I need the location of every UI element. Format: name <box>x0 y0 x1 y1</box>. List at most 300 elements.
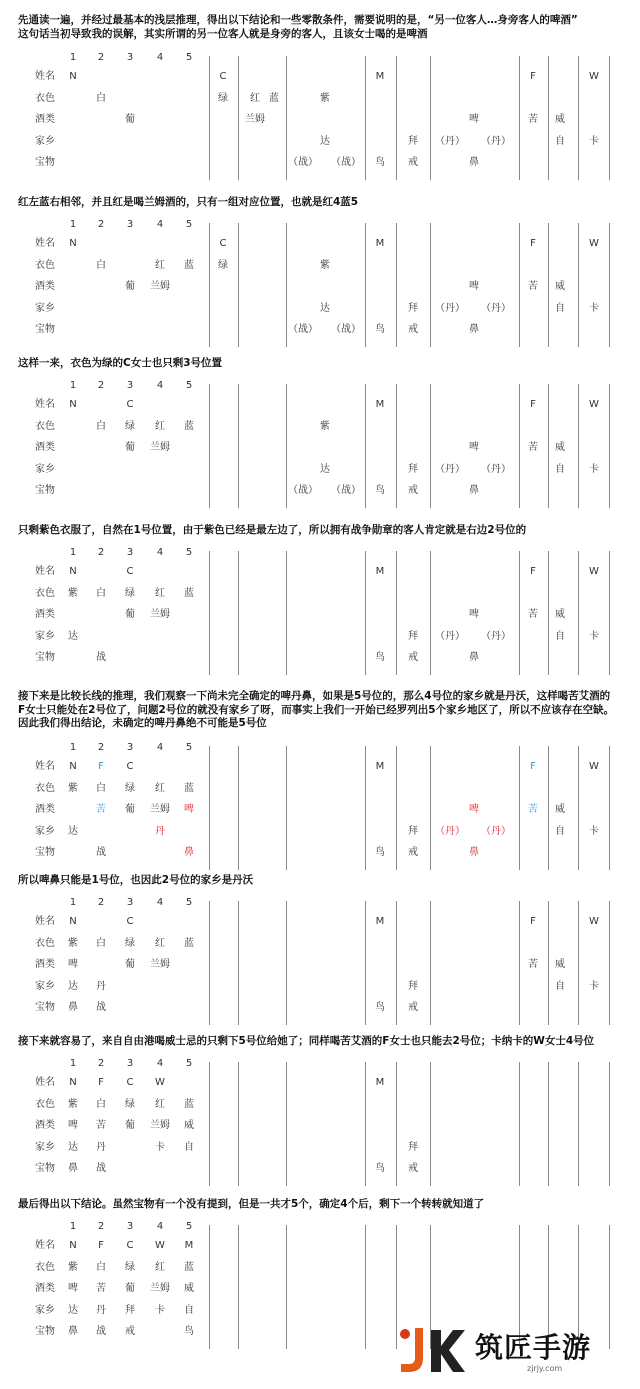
clue-fragment: （丹） <box>481 825 511 837</box>
grid-divider <box>548 384 549 508</box>
clue-fragment: （战） <box>331 324 361 335</box>
clue-fragment: （战） <box>331 485 361 496</box>
grid-cell: 蓝 <box>184 420 194 432</box>
clue-fragment: 鼻 <box>469 847 479 858</box>
clue-fragment: 啤 <box>469 609 479 620</box>
clue-fragment: 威 <box>555 609 565 620</box>
row-label: 姓名 <box>35 1240 55 1251</box>
row-label: 姓名 <box>35 238 55 249</box>
grid-divider <box>238 223 239 347</box>
grid-divider <box>286 223 287 347</box>
position-number: 2 <box>97 1221 105 1232</box>
row-label: 酒类 <box>35 609 55 620</box>
position-number: 3 <box>126 547 134 558</box>
clue-fragment: M <box>375 761 385 772</box>
grid-divider <box>609 746 610 870</box>
position-number: 4 <box>156 897 164 908</box>
step-note: 最后得出以下结论。虽然宝物有一个没有提到，但是一共才5个，确定4个后，剩下一个转转就知道了 <box>18 1198 485 1210</box>
clue-fragment: F <box>530 71 536 82</box>
grid-cell: F <box>98 1240 104 1251</box>
grid-cell: 绿 <box>125 1098 135 1110</box>
position-number: 3 <box>126 1058 134 1069</box>
clue-fragment: 啤 <box>469 114 479 125</box>
grid-cell: 苦 <box>96 1120 106 1131</box>
grid-divider <box>396 223 397 347</box>
grid-cell: 苦 <box>96 804 106 815</box>
clue-fragment: 苦 <box>528 804 538 815</box>
clue-fragment: （丹） <box>481 463 511 475</box>
position-number: 1 <box>69 380 77 391</box>
grid-cell: 葡 <box>125 804 135 815</box>
position-number: 5 <box>185 897 193 908</box>
clue-fragment: 戒 <box>408 157 418 168</box>
grid-cell: 紫 <box>68 937 78 949</box>
position-number: 1 <box>69 52 77 63</box>
clue-fragment: M <box>375 566 385 577</box>
clue-fragment: （丹） <box>435 302 465 314</box>
grid-divider <box>286 1225 287 1349</box>
grid-cell: C <box>126 916 134 927</box>
grid-cell: 战 <box>96 1163 106 1174</box>
clue-fragment: F <box>530 399 536 410</box>
grid-cell: N <box>69 238 77 249</box>
clue-fragment: 拜 <box>408 135 418 147</box>
row-label: 家乡 <box>35 980 55 992</box>
step-note: 只剩紫色衣服了，自然在1号位置，由于紫色已经是最左边了，所以拥有战争勋章的客人肯定就是右边2号位的 <box>18 524 527 536</box>
grid-cell: 鼻 <box>68 1002 78 1013</box>
clue-fragment: 自 <box>555 135 565 147</box>
grid-cell: 蓝 <box>184 259 194 271</box>
clue-fragment: 戒 <box>408 1002 418 1013</box>
position-number: 1 <box>69 897 77 908</box>
clue-fragment: 卡 <box>589 463 599 475</box>
grid-divider <box>238 746 239 870</box>
grid-cell: 达 <box>68 630 78 642</box>
position-number: 2 <box>97 1058 105 1069</box>
grid-cell: 绿 <box>125 782 135 794</box>
clue-fragment: 鼻 <box>469 324 479 335</box>
clue-fragment: 红 <box>250 92 260 104</box>
clue-fragment: 威 <box>555 959 565 970</box>
grid-divider <box>238 56 239 180</box>
grid-divider <box>578 901 579 1025</box>
clue-fragment: M <box>375 1077 385 1088</box>
clue-fragment: 鼻 <box>469 652 479 663</box>
grid-cell: C <box>126 1077 134 1088</box>
grid-cell: 兰姆 <box>150 804 170 815</box>
grid-divider <box>609 1062 610 1186</box>
clue-fragment: F <box>530 238 536 249</box>
grid-cell: 葡 <box>125 1120 135 1131</box>
clue-fragment: 紫 <box>320 420 330 432</box>
clue-fragment: （丹） <box>435 463 465 475</box>
grid-divider <box>430 223 431 347</box>
grid-divider <box>365 551 366 675</box>
grid-cell: 葡 <box>125 1283 135 1294</box>
grid-cell: W <box>155 1077 165 1088</box>
clue-fragment: 啤 <box>469 281 479 292</box>
grid-cell: 鼻 <box>68 1326 78 1337</box>
grid-cell: 战 <box>96 847 106 858</box>
grid-cell: 苦 <box>96 1283 106 1294</box>
clue-fragment: 拜 <box>408 980 418 992</box>
grid-cell: 啤 <box>68 1120 78 1131</box>
grid-divider <box>238 901 239 1025</box>
grid-cell: 兰姆 <box>150 959 170 970</box>
step-note: 接下来是比较长线的推理，我们观察一下尚未完全确定的啤丹鼻，如果是5号位的，那么4号位的家乡就是丹沃，这样喝苦艾酒的 F女士只能处在2号位了，问题2号位的就没有家乡了呀，而事实上我们一开始已经罗列出5个家乡地区了，所以不应该存在空缺。 因此我们得出结论，未确定的啤丹鼻绝不可能是5号位 <box>18 690 615 729</box>
grid-divider <box>578 746 579 870</box>
grid-divider <box>430 746 431 870</box>
grid-cell: 兰姆 <box>150 609 170 620</box>
grid-cell: 白 <box>96 92 106 104</box>
row-label: 酒类 <box>35 1120 55 1131</box>
grid-cell: 鼻 <box>184 847 194 858</box>
clue-fragment: 达 <box>320 135 330 147</box>
watermark-url: zjrjy.com <box>527 1364 563 1373</box>
row-label: 姓名 <box>35 399 55 410</box>
grid-divider <box>286 56 287 180</box>
grid-divider <box>238 1062 239 1186</box>
clue-fragment: W <box>589 71 599 82</box>
grid-divider <box>578 1062 579 1186</box>
clue-fragment: 苦 <box>528 281 538 292</box>
clue-fragment: 拜 <box>408 825 418 837</box>
position-number: 4 <box>156 1221 164 1232</box>
grid-divider <box>286 901 287 1025</box>
row-label: 衣色 <box>35 587 55 599</box>
grid-divider <box>609 384 610 508</box>
grid-cell: N <box>69 566 77 577</box>
grid-cell: 戒 <box>125 1326 135 1337</box>
grid-cell: 绿 <box>125 587 135 599</box>
clue-fragment: 鸟 <box>375 1163 385 1174</box>
grid-cell: C <box>126 1240 134 1251</box>
grid-divider <box>286 384 287 508</box>
grid-divider <box>548 551 549 675</box>
grid-cell: 红 <box>155 782 165 794</box>
grid-cell: 紫 <box>68 587 78 599</box>
row-label: 家乡 <box>35 302 55 314</box>
grid-divider <box>519 56 520 180</box>
row-label: 酒类 <box>35 959 55 970</box>
clue-fragment: 戒 <box>408 324 418 335</box>
position-number: 1 <box>69 1058 77 1069</box>
grid-divider <box>396 1062 397 1186</box>
row-label: 姓名 <box>35 761 55 772</box>
grid-divider <box>238 1225 239 1349</box>
clue-fragment: 威 <box>555 114 565 125</box>
row-label: 衣色 <box>35 937 55 949</box>
grid-cell: 鼻 <box>68 1163 78 1174</box>
clue-fragment: W <box>589 399 599 410</box>
grid-divider <box>548 223 549 347</box>
grid-cell: 卡 <box>155 1141 165 1153</box>
grid-cell: 卡 <box>155 1304 165 1316</box>
row-label: 姓名 <box>35 1077 55 1088</box>
position-number: 4 <box>156 547 164 558</box>
clue-fragment: 啤 <box>469 442 479 453</box>
grid-cell: N <box>69 761 77 772</box>
row-label: 酒类 <box>35 804 55 815</box>
clue-grid <box>0 897 640 1025</box>
grid-divider <box>519 551 520 675</box>
clue-fragment: 鸟 <box>375 847 385 858</box>
grid-divider <box>430 384 431 508</box>
position-number: 2 <box>97 52 105 63</box>
grid-divider <box>548 746 549 870</box>
grid-divider <box>286 746 287 870</box>
grid-cell: 达 <box>68 1304 78 1316</box>
row-label: 宝物 <box>35 847 55 858</box>
grid-cell: 红 <box>155 1098 165 1110</box>
position-number: 5 <box>185 1058 193 1069</box>
row-label: 宝物 <box>35 1326 55 1337</box>
grid-cell: 白 <box>96 1261 106 1273</box>
step-note: 先通读一遍，并经过最基本的浅层推理，得出以下结论和一些零散条件，需要说明的是，“另一位客人…身旁客人的啤酒” 这句话当初导致我的误解，其实所谓的另一位客人就是身旁的客人，且该女士喝的是啤酒 <box>18 14 578 40</box>
grid-divider <box>209 901 210 1025</box>
grid-divider <box>209 223 210 347</box>
position-number: 2 <box>97 742 105 753</box>
position-number: 1 <box>69 547 77 558</box>
row-label: 姓名 <box>35 566 55 577</box>
grid-cell: 威 <box>184 1283 194 1294</box>
clue-fragment: 威 <box>555 442 565 453</box>
row-label: 衣色 <box>35 92 55 104</box>
position-number: 2 <box>97 897 105 908</box>
clue-fragment: （丹） <box>481 135 511 147</box>
clue-fragment: 戒 <box>408 1163 418 1174</box>
clue-fragment: 苦 <box>528 609 538 620</box>
grid-divider <box>365 1225 366 1349</box>
clue-fragment: 拜 <box>408 302 418 314</box>
grid-divider <box>209 1225 210 1349</box>
clue-fragment: 紫 <box>320 92 330 104</box>
clue-fragment: 苦 <box>528 114 538 125</box>
row-label: 家乡 <box>35 1304 55 1316</box>
clue-fragment: 威 <box>555 804 565 815</box>
clue-fragment: F <box>530 761 536 772</box>
clue-fragment: 苦 <box>528 442 538 453</box>
clue-fragment: 卡 <box>589 825 599 837</box>
grid-cell: 丹 <box>96 1304 106 1316</box>
row-label: 酒类 <box>35 442 55 453</box>
grid-divider <box>286 551 287 675</box>
grid-divider <box>609 551 610 675</box>
grid-cell: 丹 <box>155 825 165 837</box>
grid-cell: M <box>184 1240 194 1251</box>
grid-cell: 蓝 <box>184 1261 194 1273</box>
grid-cell: 兰姆 <box>150 442 170 453</box>
clue-fragment: （战） <box>288 324 318 335</box>
clue-fragment: 威 <box>555 281 565 292</box>
grid-cell: 蓝 <box>184 1098 194 1110</box>
grid-divider <box>365 901 366 1025</box>
grid-cell: 红 <box>155 259 165 271</box>
clue-fragment: M <box>375 71 385 82</box>
row-label: 宝物 <box>35 1163 55 1174</box>
clue-fragment: 紫 <box>320 259 330 271</box>
clue-fragment: 鼻 <box>469 157 479 168</box>
grid-cell: 白 <box>96 1098 106 1110</box>
clue-fragment: 拜 <box>408 463 418 475</box>
position-number: 5 <box>185 52 193 63</box>
clue-fragment: （丹） <box>435 135 465 147</box>
position-number: 5 <box>185 742 193 753</box>
clue-fragment: 戒 <box>408 847 418 858</box>
grid-cell: 兰姆 <box>150 281 170 292</box>
clue-fragment: 自 <box>555 825 565 837</box>
position-number: 5 <box>185 219 193 230</box>
clue-fragment: （丹） <box>481 302 511 314</box>
grid-cell: 葡 <box>125 959 135 970</box>
clue-fragment: 兰姆 <box>245 114 265 125</box>
grid-divider <box>209 551 210 675</box>
grid-cell: 葡 <box>125 442 135 453</box>
grid-cell: 绿 <box>125 937 135 949</box>
grid-cell: 白 <box>96 937 106 949</box>
row-label: 家乡 <box>35 630 55 642</box>
grid-divider <box>396 901 397 1025</box>
clue-fragment: （丹） <box>435 825 465 837</box>
grid-cell: N <box>69 916 77 927</box>
clue-fragment: C <box>219 238 227 249</box>
row-label: 酒类 <box>35 114 55 125</box>
row-label: 宝物 <box>35 324 55 335</box>
grid-divider <box>609 56 610 180</box>
clue-fragment: 卡 <box>589 630 599 642</box>
grid-divider <box>430 1062 431 1186</box>
clue-fragment: 绿 <box>218 92 228 104</box>
grid-divider <box>286 1062 287 1186</box>
grid-divider <box>578 56 579 180</box>
position-number: 2 <box>97 219 105 230</box>
grid-cell: 战 <box>96 1002 106 1013</box>
row-label: 衣色 <box>35 782 55 794</box>
grid-cell: 蓝 <box>184 587 194 599</box>
grid-cell: 战 <box>96 1326 106 1337</box>
position-number: 3 <box>126 897 134 908</box>
row-label: 姓名 <box>35 71 55 82</box>
clue-fragment: W <box>589 761 599 772</box>
grid-cell: 威 <box>184 1120 194 1131</box>
clue-fragment: （战） <box>288 157 318 168</box>
grid-divider <box>519 384 520 508</box>
grid-cell: 蓝 <box>184 782 194 794</box>
grid-divider <box>578 384 579 508</box>
clue-fragment: W <box>589 238 599 249</box>
grid-cell: 紫 <box>68 1261 78 1273</box>
grid-divider <box>238 551 239 675</box>
grid-cell: 白 <box>96 259 106 271</box>
clue-fragment: （战） <box>331 157 361 168</box>
grid-cell: 葡 <box>125 609 135 620</box>
clue-fragment: M <box>375 916 385 927</box>
grid-cell: 蓝 <box>184 937 194 949</box>
grid-divider <box>209 384 210 508</box>
grid-cell: 红 <box>155 587 165 599</box>
row-label: 家乡 <box>35 135 55 147</box>
grid-divider <box>365 1062 366 1186</box>
row-label: 家乡 <box>35 825 55 837</box>
grid-cell: 白 <box>96 420 106 432</box>
clue-grid <box>0 52 640 180</box>
grid-cell: F <box>98 761 104 772</box>
clue-fragment: 自 <box>555 302 565 314</box>
clue-fragment: 鸟 <box>375 1002 385 1013</box>
grid-cell: 葡 <box>125 281 135 292</box>
clue-fragment: 卡 <box>589 302 599 314</box>
clue-fragment: 自 <box>555 980 565 992</box>
clue-fragment: 鸟 <box>375 485 385 496</box>
grid-divider <box>396 551 397 675</box>
grid-divider <box>578 223 579 347</box>
grid-cell: 拜 <box>125 1304 135 1316</box>
grid-cell: 啤 <box>68 959 78 970</box>
clue-fragment: 鼻 <box>469 485 479 496</box>
grid-divider <box>430 551 431 675</box>
position-number: 2 <box>97 380 105 391</box>
grid-cell: 白 <box>96 782 106 794</box>
clue-fragment: 啤 <box>469 804 479 815</box>
clue-fragment: 鸟 <box>375 324 385 335</box>
position-number: 5 <box>185 1221 193 1232</box>
grid-cell: 紫 <box>68 782 78 794</box>
row-label: 酒类 <box>35 1283 55 1294</box>
grid-cell: 红 <box>155 420 165 432</box>
position-number: 4 <box>156 219 164 230</box>
clue-fragment: 戒 <box>408 485 418 496</box>
clue-fragment: （战） <box>288 485 318 496</box>
row-label: 家乡 <box>35 1141 55 1153</box>
row-label: 酒类 <box>35 281 55 292</box>
grid-cell: 绿 <box>125 1261 135 1273</box>
position-number: 3 <box>126 219 134 230</box>
grid-divider <box>396 384 397 508</box>
grid-cell: 兰姆 <box>150 1120 170 1131</box>
row-label: 宝物 <box>35 1002 55 1013</box>
grid-cell: 丹 <box>96 980 106 992</box>
row-label: 衣色 <box>35 1098 55 1110</box>
clue-fragment: W <box>589 916 599 927</box>
grid-divider <box>609 901 610 1025</box>
grid-divider <box>430 901 431 1025</box>
clue-fragment: 达 <box>320 463 330 475</box>
grid-cell: C <box>126 399 134 410</box>
row-label: 衣色 <box>35 259 55 271</box>
row-label: 家乡 <box>35 463 55 475</box>
grid-cell: 红 <box>155 937 165 949</box>
grid-divider <box>578 551 579 675</box>
grid-cell: C <box>126 761 134 772</box>
clue-fragment: 自 <box>555 630 565 642</box>
grid-divider <box>209 1062 210 1186</box>
clue-fragment: F <box>530 566 536 577</box>
grid-cell: N <box>69 399 77 410</box>
grid-divider <box>238 384 239 508</box>
clue-fragment: （丹） <box>435 630 465 642</box>
grid-divider <box>396 746 397 870</box>
position-number: 4 <box>156 742 164 753</box>
position-number: 1 <box>69 1221 77 1232</box>
step-note: 接下来就容易了，来自自由港喝威士忌的只剩下5号位给她了；同样喝苦艾酒的F女士也只能去2号位；卡纳卡的W女士4号位 <box>18 1035 595 1047</box>
grid-divider <box>609 223 610 347</box>
grid-cell: N <box>69 1077 77 1088</box>
grid-divider <box>430 56 431 180</box>
grid-divider <box>365 746 366 870</box>
clue-fragment: M <box>375 399 385 410</box>
clue-fragment: 鸟 <box>375 652 385 663</box>
position-number: 3 <box>126 742 134 753</box>
